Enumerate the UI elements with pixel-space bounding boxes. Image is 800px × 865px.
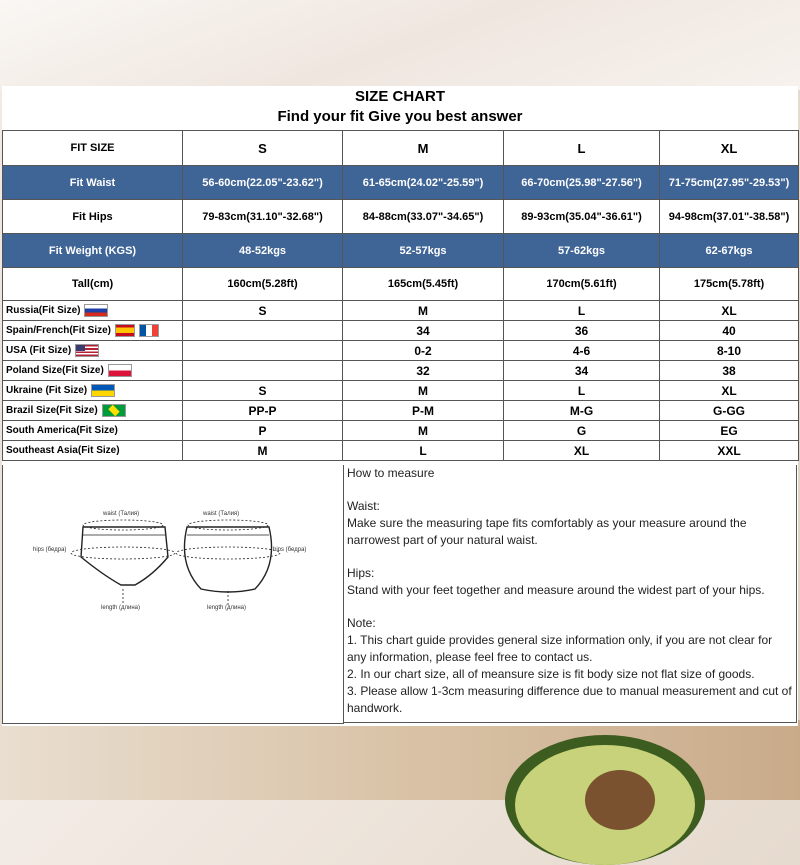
- row-label-russia: [3, 301, 183, 321]
- cell: [183, 321, 343, 341]
- header-label: FIT SIZE: [3, 131, 183, 166]
- note-3: 3. Please allow 1-3cm measuring difference due to manual measurement and cut of handwork.: [347, 684, 792, 715]
- table-row-tall: [3, 268, 799, 301]
- row-label: Southeast Asia(Fit Size): [3, 441, 183, 461]
- cell: 79-83cm(31.10"-32.68"): [183, 200, 343, 234]
- cell: XL: [504, 441, 660, 461]
- cell: 61-65cm(24.02"-25.59"): [343, 166, 504, 200]
- brazil-flag-icon: [102, 404, 126, 417]
- cell: [183, 361, 343, 381]
- cell: 0-2: [343, 341, 504, 361]
- table-row-brazil: [3, 401, 799, 421]
- table-row-ukraine: [3, 381, 799, 401]
- row-label: Tall(cm): [3, 268, 183, 301]
- cell: 4-6: [504, 341, 660, 361]
- cell: 62-67kgs: [660, 234, 799, 268]
- cell: XL: [660, 301, 799, 321]
- cell: G: [504, 421, 660, 441]
- cell: S: [183, 301, 343, 321]
- cell: M: [343, 381, 504, 401]
- usa-flag-icon: [75, 344, 99, 357]
- cell: 48-52kgs: [183, 234, 343, 268]
- cell: 89-93cm(35.04"-36.61"): [504, 200, 660, 234]
- waist-text: Make sure the measuring tape fits comfortably as your measure around the narrowest part of your natural waist.: [347, 516, 747, 547]
- cell: G-GG: [660, 401, 799, 421]
- avocado-pit: [585, 770, 655, 830]
- cell: M: [343, 301, 504, 321]
- back-hips-label: hips (бедра): [273, 547, 307, 553]
- table-row-spain-france: [3, 321, 799, 341]
- row-label-text: Russia(Fit Size): [6, 305, 81, 317]
- table-row-southeast-asia: [3, 441, 799, 461]
- cell: [183, 341, 343, 361]
- cell: 160cm(5.28ft): [183, 268, 343, 301]
- row-label: Fit Waist: [3, 166, 183, 200]
- table-row-weight: [3, 234, 799, 268]
- row-label-text: USA (Fit Size): [6, 345, 72, 357]
- table-row-hips: [3, 200, 799, 234]
- front-briefs-icon: [71, 520, 175, 605]
- front-length-label: length (длина): [101, 605, 141, 611]
- cell: PP-P: [183, 401, 343, 421]
- cell: M: [183, 441, 343, 461]
- ukraine-flag-icon: [91, 384, 115, 397]
- cell: M-G: [504, 401, 660, 421]
- cell: 36: [504, 321, 660, 341]
- chart-title: SIZE CHART: [355, 88, 445, 105]
- note-1: 1. This chart guide provides general size information only, if you are not clear for any information, please feel free to contact us.: [347, 633, 773, 664]
- row-label-spain-france: [3, 321, 183, 341]
- cell: L: [504, 381, 660, 401]
- cell: XL: [660, 381, 799, 401]
- row-label-usa: [3, 341, 183, 361]
- spain-flag-icon: [115, 324, 135, 337]
- cell: L: [343, 441, 504, 461]
- back-length-label: length (длина): [207, 605, 247, 611]
- front-waist-label: waist (Талия): [103, 511, 140, 517]
- hips-text: Stand with your feet together and measure around the widest part of your hips.: [347, 583, 765, 597]
- row-label-poland: [3, 361, 183, 381]
- row-label-text: Ukraine (Fit Size): [6, 385, 88, 397]
- cell: 38: [660, 361, 799, 381]
- cell: 170cm(5.61ft): [504, 268, 660, 301]
- cell: 57-62kgs: [504, 234, 660, 268]
- title-block: [2, 86, 798, 130]
- chart-subtitle: Find your fit Give you best answer: [277, 108, 523, 125]
- russia-flag-icon: [84, 304, 108, 317]
- waist-title: Waist:: [347, 499, 380, 513]
- cell: EG: [660, 421, 799, 441]
- how-to-measure: [343, 465, 797, 723]
- row-label: Fit Weight (KGS): [3, 234, 183, 268]
- table-row-poland: [3, 361, 799, 381]
- front-hips-label: hips (бедра): [33, 547, 67, 553]
- row-label: South America(Fit Size): [3, 421, 183, 441]
- row-label-text: Spain/French(Fit Size): [6, 325, 112, 337]
- cell: 40: [660, 321, 799, 341]
- cell: 56-60cm(22.05"-23.62"): [183, 166, 343, 200]
- cell: M: [343, 421, 504, 441]
- cell: 34: [504, 361, 660, 381]
- hips-title: Hips:: [347, 566, 375, 580]
- row-label: Fit Hips: [3, 200, 183, 234]
- cell: XXL: [660, 441, 799, 461]
- header-size-s: S: [183, 131, 343, 166]
- measurement-diagram: [2, 465, 344, 724]
- note-2: 2. In our chart size, all of meansure size is fit body size not flat size of goods.: [347, 667, 755, 681]
- table-row-south-america: [3, 421, 799, 441]
- cell: 165cm(5.45ft): [343, 268, 504, 301]
- cell: 66-70cm(25.98"-27.56"): [504, 166, 660, 200]
- poland-flag-icon: [108, 364, 132, 377]
- cell: 8-10: [660, 341, 799, 361]
- cell: P: [183, 421, 343, 441]
- cell: 52-57kgs: [343, 234, 504, 268]
- table-row-waist: [3, 166, 799, 200]
- header-size-xl: XL: [660, 131, 799, 166]
- back-briefs-icon: [176, 520, 280, 605]
- cell: L: [504, 301, 660, 321]
- cell: 94-98cm(37.01"-38.58"): [660, 200, 799, 234]
- cell: S: [183, 381, 343, 401]
- howto-heading: How to measure: [347, 466, 435, 480]
- cell: 71-75cm(27.95"-29.53"): [660, 166, 799, 200]
- cell: 84-88cm(33.07"-34.65"): [343, 200, 504, 234]
- back-waist-label: waist (Талия): [203, 511, 240, 517]
- briefs-diagram-illustration: [3, 465, 343, 723]
- france-flag-icon: [139, 324, 159, 337]
- table-header-row: [3, 131, 799, 166]
- background-curtain: [0, 0, 800, 90]
- table-row-russia: [3, 301, 799, 321]
- table-row-usa: [3, 341, 799, 361]
- row-label-ukraine: [3, 381, 183, 401]
- size-chart-sheet: [2, 86, 798, 726]
- cell: 34: [343, 321, 504, 341]
- cell: 175cm(5.78ft): [660, 268, 799, 301]
- row-label-brazil: [3, 401, 183, 421]
- row-label-text: Poland Size(Fit Size): [6, 365, 104, 377]
- cell: 32: [343, 361, 504, 381]
- row-label-text: Brazil Size(Fit Size): [6, 405, 98, 417]
- size-table: [2, 130, 799, 461]
- cell: P-M: [343, 401, 504, 421]
- header-size-m: M: [343, 131, 504, 166]
- lower-section: [2, 465, 798, 725]
- note-title: Note:: [347, 616, 376, 630]
- header-size-l: L: [504, 131, 660, 166]
